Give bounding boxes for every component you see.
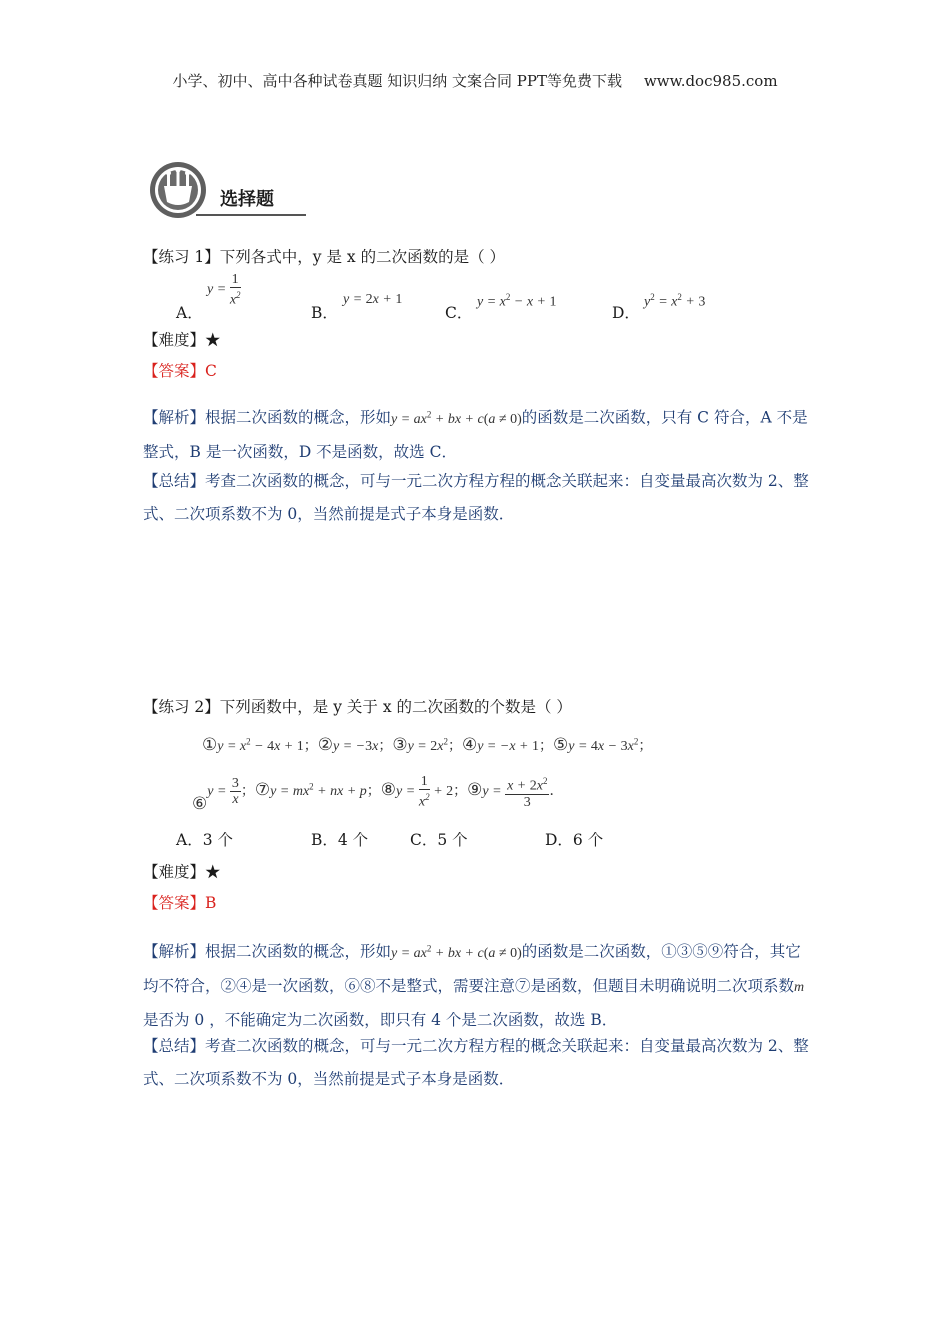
q1-option-b-label: B． bbox=[311, 304, 338, 322]
q2-analysis bbox=[143, 932, 811, 1037]
q2-summary: 【总结】考查二次函数的概念，可与一元二次方程方程的概念关联起来：自变量最高次数为 2、整式、二次项系数不为 0，当然前提是式子本身是函数． bbox=[143, 1037, 809, 1088]
q2-functions-row2: ⑥y = $\frac{3}{x}$ ；⑦y = $mx^2$ + nx + p；⑧y = $\frac{1}{x^2}$ + 2；⑨y = $\frac{x + 2x^2}{3}$ ． bbox=[192, 774, 564, 815]
q2-option-a: A．3 个 bbox=[176, 831, 233, 849]
q2-analysis-mid: 的函数是二次函数，①③⑤⑨符合，其它均不符合，②④是一次函数，⑥⑧不是整式，需要注意⑦是函数，但题目未明确说明二次项系数 bbox=[143, 942, 801, 995]
page-header bbox=[0, 70, 950, 91]
q2-general-form: $y = ax^2$ + bx + c(a ≠ 0) bbox=[391, 943, 522, 961]
q1-option-c-formula: $y = x^2 - x + 1$ bbox=[477, 292, 557, 310]
q2-answer: 【答案】B bbox=[143, 894, 217, 912]
header-site: www.doc985.com bbox=[643, 72, 778, 90]
q2-option-c: C．5 个 bbox=[410, 831, 468, 849]
q2-difficulty: 【难度】★ bbox=[143, 863, 221, 881]
q2-analysis-lead: 【解析】根据二次函数的概念，形如 bbox=[143, 942, 392, 961]
q2-analysis-rest: 是否为 0 ，不能确定为二次函数，即只有 4 个是二次函数，故选 B． bbox=[143, 1010, 618, 1029]
q1-option-d-label: D． bbox=[612, 304, 640, 322]
q1-option-a-label: A． bbox=[176, 304, 203, 322]
section-title: 选择题 bbox=[220, 189, 274, 210]
q1-option-d-formula: $y^2 = x^2 + 3$ bbox=[644, 292, 706, 310]
q1-general-form: $y = ax^2$ + bx + c(a ≠ 0) bbox=[391, 409, 522, 427]
q2-functions-row1: ①y = $x^2 - 4x + 1$；②y = −3x；③y = $2x^2$；④y = −x + 1；⑤y = $4x - 3x^2$； bbox=[202, 735, 653, 755]
q1-difficulty: 【难度】★ bbox=[143, 331, 221, 349]
q2-option-d: D．6 个 bbox=[545, 831, 604, 849]
q1-analysis bbox=[143, 398, 811, 469]
section-badge-icon bbox=[148, 160, 208, 220]
q1-stem: 【练习 1】下列各式中，y 是 x 的二次函数的是（ ） bbox=[143, 248, 505, 266]
q1-analysis-rest: 的函数是二次函数，只有 C 符合，A 不是整式，B 是一次函数，D 不是函数，故选 C． bbox=[143, 408, 808, 461]
section-underline bbox=[196, 214, 306, 216]
header-text: 小学、初中、高中各种试卷真题 知识归纳 文案合同 PPT等免费下载 bbox=[172, 72, 622, 90]
q2-coef-m: m bbox=[794, 979, 805, 995]
q1-option-c-label: C． bbox=[445, 304, 473, 322]
q1-summary: 【总结】考查二次函数的概念，可与一元二次方程方程的概念关联起来：自变量最高次数为 2、整式、二次项系数不为 0，当然前提是式子本身是函数． bbox=[143, 472, 809, 523]
q1-option-a-formula: y = $\frac{1}{x^2}$ bbox=[207, 272, 241, 308]
q1-option-b-formula: y = 2x + 1 bbox=[343, 292, 403, 307]
q2-option-b: B．4 个 bbox=[311, 831, 369, 849]
q1-analysis-lead: 【解析】根据二次函数的概念，形如 bbox=[143, 408, 392, 427]
q1-answer: 【答案】C bbox=[143, 362, 217, 380]
q2-stem: 【练习 2】下列函数中，是 y 关于 x 的二次函数的个数是（ ） bbox=[143, 698, 572, 716]
